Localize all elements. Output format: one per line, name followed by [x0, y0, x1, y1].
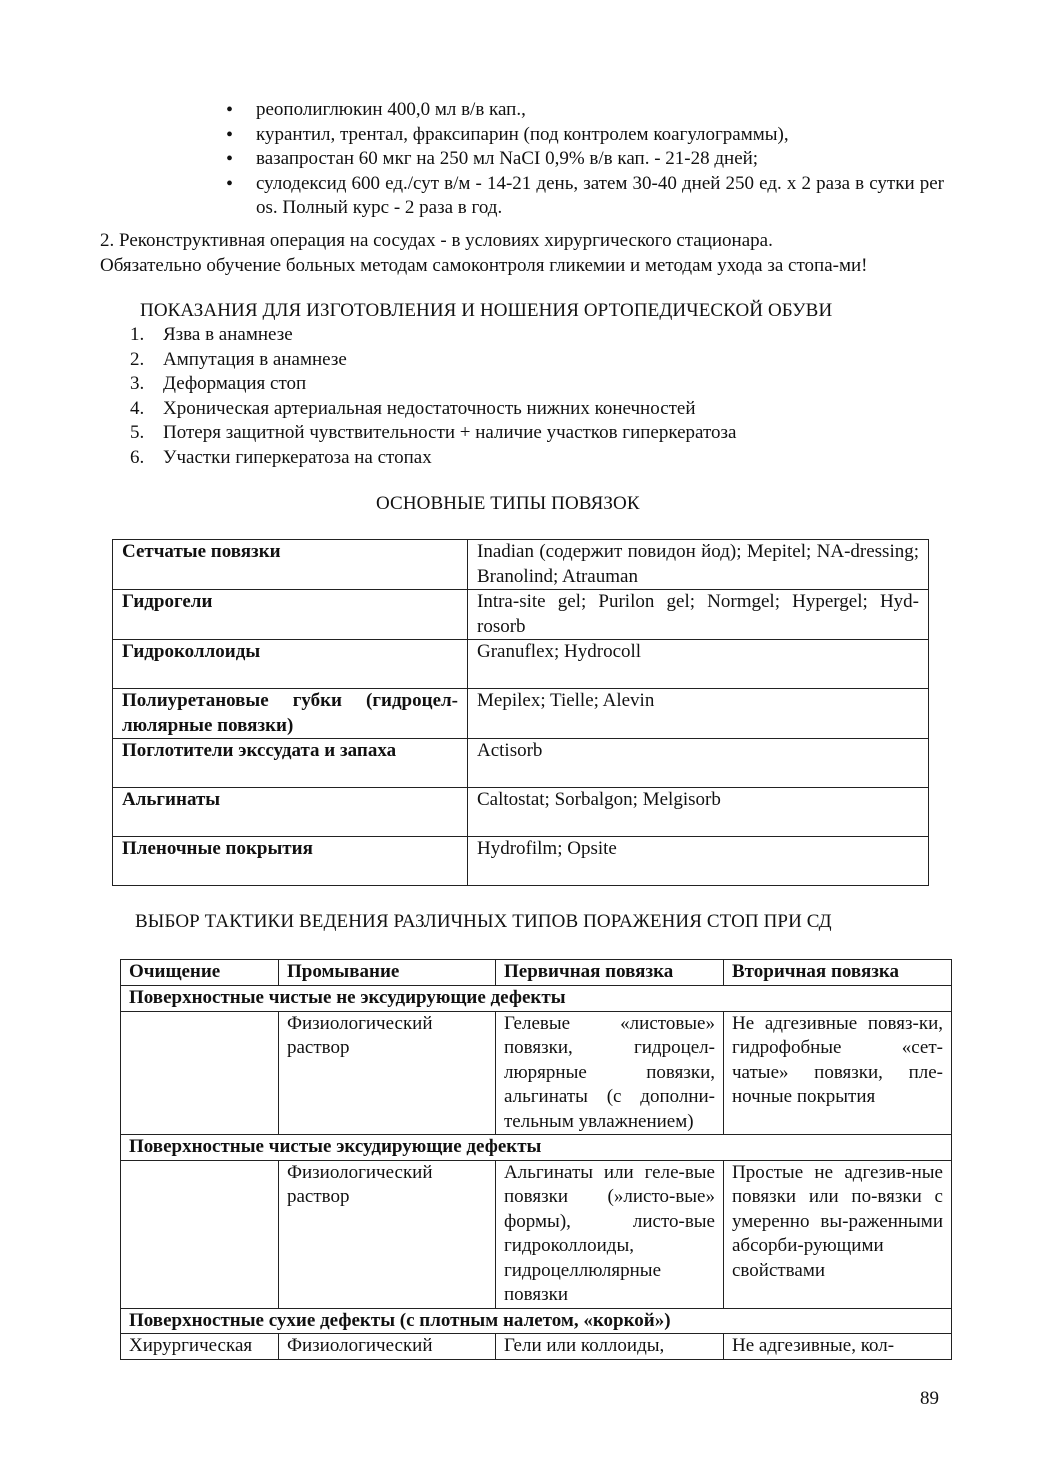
page-number: 89 — [920, 1388, 939, 1409]
table-row — [113, 837, 929, 886]
bullet-item: • сулодексид 600 ед./сут в/м - 14-21 день, затем 30-40 дней 250 ед. х 2 раза в сутки per os. Полный курс - 2 раза в год. — [222, 172, 944, 221]
dressing-examples-cell: Granuflex; Hydrocoll — [468, 640, 929, 689]
step-2-line: 2. Реконструктивная операция на сосудах - в условиях хирургического стационара. — [100, 230, 773, 251]
group-row — [121, 986, 952, 1012]
bullet-item: • реополиглюкин 400,0 мл в/в кап., — [222, 98, 944, 123]
table-cell: Физиологический раствор — [279, 1160, 496, 1308]
table-cell: Физиологический раствор — [279, 1011, 496, 1135]
step-2-paragraph — [100, 229, 942, 278]
table-cell: Простые не адгезив-ные повязки или по-вязки с умеренно вы-раженными абсорби-рующими свойствами — [724, 1160, 952, 1308]
table-cell: Не адгезивные повяз-ки, гидрофобные «сет-чатые» повязки, пле-ночные покрытия — [724, 1011, 952, 1135]
tactics-table — [120, 959, 952, 1360]
column-header: Очищение — [121, 960, 279, 986]
dressing-type-cell: Полиуретановые губки (гидроцел-люлярные повязки) — [113, 689, 468, 739]
dressing-type-cell: Пленочные покрытия — [113, 837, 468, 886]
group-row — [121, 1135, 952, 1161]
dressing-types-heading: ОСНОВНЫЕ ТИПЫ ПОВЯЗОК — [376, 493, 640, 514]
table-row — [113, 590, 929, 640]
column-header: Первичная повязка — [496, 960, 724, 986]
table-cell: Хирургическая — [121, 1334, 279, 1360]
list-item: 4. Хроническая артериальная недостаточность нижних конечностей — [130, 397, 696, 419]
dressing-type-cell: Сетчатые повязки — [113, 540, 468, 590]
list-item: 5. Потеря защитной чувствительности + наличие участков гиперкератоза — [130, 422, 737, 443]
table-cell: Не адгезивные, кол- — [724, 1334, 952, 1360]
dressing-type-cell: Альгинаты — [113, 788, 468, 837]
table-cell: Гели или коллоиды, — [496, 1334, 724, 1360]
dressing-type-cell: Поглотители экссудата и запаха — [113, 739, 468, 788]
dressing-examples-cell: Intra-site gel; Purilon gel; Normgel; Hypergel; Hyd-rosorb — [468, 590, 929, 640]
table-cell — [121, 1160, 279, 1308]
dressing-type-cell: Гидроколлоиды — [113, 640, 468, 689]
group-label: Поверхностные чистые эксудирующие дефекты — [121, 1135, 952, 1161]
table-cell: Гелевые «листовые» повязки, гидроцел-люрярные повязки, альгинаты (с дополни-тельным увлажнением) — [496, 1011, 724, 1135]
table-row — [121, 1160, 952, 1308]
group-label: Поверхностные сухие дефекты (с плотным налетом, «коркой») — [121, 1308, 952, 1334]
list-item: 3. Деформация стоп — [130, 373, 307, 394]
dressing-type-cell: Гидрогели — [113, 590, 468, 640]
table-cell: Физиологический — [279, 1334, 496, 1360]
table-row — [121, 1334, 952, 1360]
table-cell — [121, 1011, 279, 1135]
dressing-examples-cell: Inadian (содержит повидон йод); Mepitel; NA-dressing; Branolind; Atrauman — [468, 540, 929, 590]
tactics-heading: ВЫБОР ТАКТИКИ ВЕДЕНИЯ РАЗЛИЧНЫХ ТИПОВ ПОРАЖЕНИЯ СТОП ПРИ СД — [135, 911, 832, 932]
dressing-examples-cell: Hydrofilm; Opsite — [468, 837, 929, 886]
list-item: 6. Участки гиперкератоза на стопах — [130, 446, 432, 468]
column-header: Вторичная повязка — [724, 960, 952, 986]
bullet-item: • курантил, трентал, фраксипарин (под контролем коагулограммы), — [222, 123, 944, 148]
dressing-examples-cell: Mepilex; Tielle; Alevin — [468, 689, 929, 739]
table-row — [113, 788, 929, 837]
table-cell: Альгинаты или геле-вые повязки (»листо-вые» формы), листо-вые гидроколлоиды, гидроцеллюлярные повязки — [496, 1160, 724, 1308]
dressing-examples-cell: Caltostat; Sorbalgon; Melgisorb — [468, 788, 929, 837]
column-header: Промывание — [279, 960, 496, 986]
table-header-row — [121, 960, 952, 986]
group-label: Поверхностные чистые не эксудирующие дефекты — [121, 986, 952, 1012]
dressing-types-table — [112, 539, 929, 886]
table-row — [113, 689, 929, 739]
table-row — [121, 1011, 952, 1135]
indications-list — [120, 323, 736, 470]
list-item: 2. Ампутация в анамнезе — [130, 348, 347, 370]
treatment-bullet-list — [222, 98, 944, 221]
dressing-examples-cell: Actisorb — [468, 739, 929, 788]
education-note: Обязательно обучение больных методам самоконтроля гликемии и методам ухода за стопа-ми! — [100, 254, 868, 276]
list-item: 1. Язва в анамнезе — [130, 324, 293, 345]
orthopedic-shoes-heading: ПОКАЗАНИЯ ДЛЯ ИЗГОТОВЛЕНИЯ И НОШЕНИЯ ОРТОПЕДИЧЕСКОЙ ОБУВИ — [140, 300, 833, 321]
table-row — [113, 540, 929, 590]
table-row — [113, 739, 929, 788]
table-row — [113, 640, 929, 689]
bullet-item: • вазапростан 60 мкг на 250 мл NaCI 0,9% в/в кап. - 21-28 дней; — [222, 147, 944, 172]
group-row — [121, 1308, 952, 1334]
